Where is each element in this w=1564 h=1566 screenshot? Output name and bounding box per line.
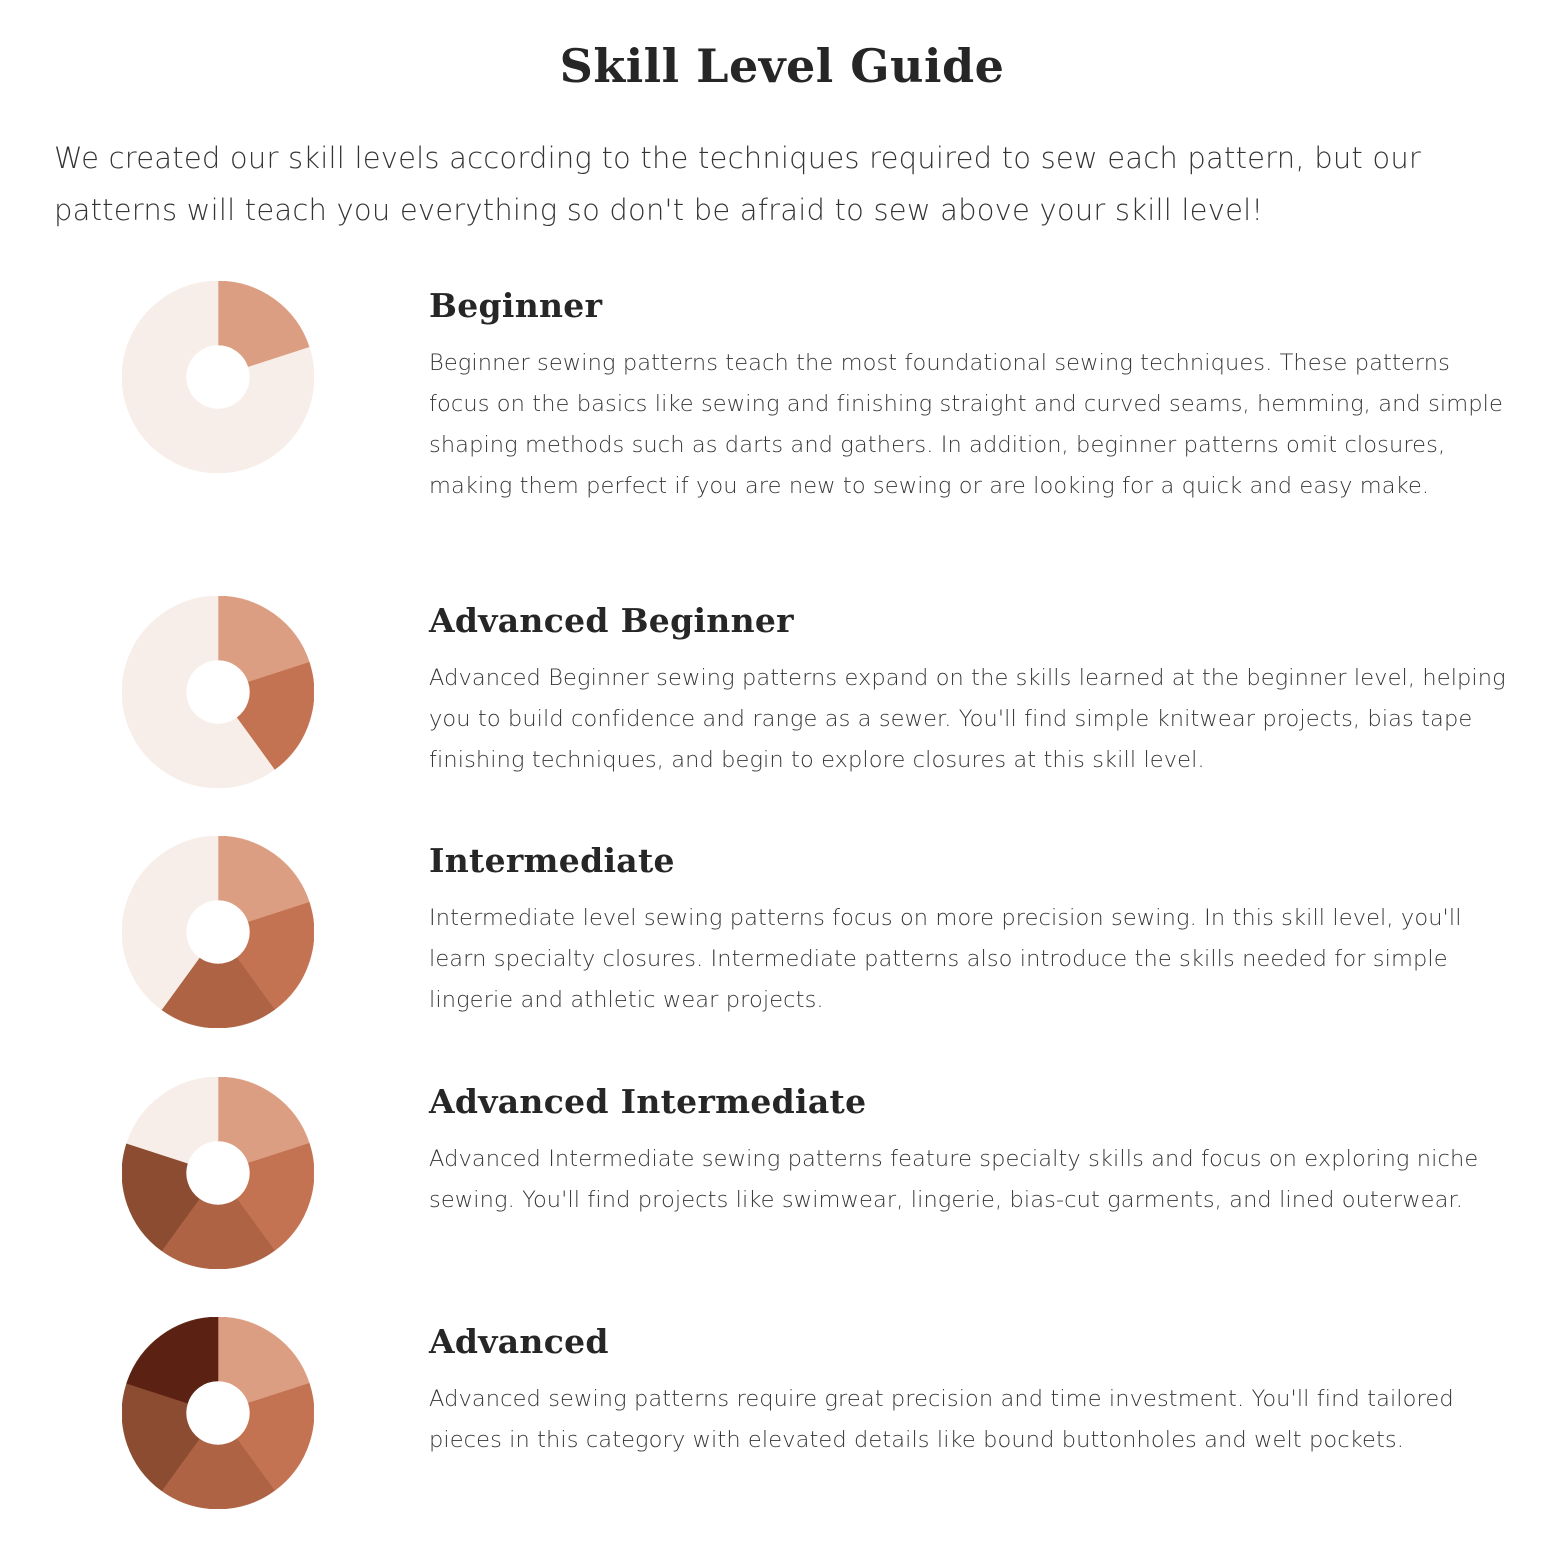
skill-level-description: Advanced Intermediate sewing patterns feature specialty skills and focus on exploring niche sewing. You'll find projects like swimwear, lingerie, bias-cut garments, and lined outerwear.	[429, 1146, 1479, 1213]
page-title: Skill Level Guide	[559, 39, 1005, 93]
skill-donut-chart	[122, 1077, 314, 1269]
skill-donut-chart	[122, 281, 314, 473]
skill-donut-chart	[122, 836, 314, 1028]
skill-level-description: Advanced sewing patterns require great precision and time investment. You'll find tailored pieces in this category with elevated details like bound buttonholes and welt pockets.	[429, 1386, 1454, 1453]
skill-level-description: Beginner sewing patterns teach the most foundational sewing techniques. These patterns focus on the basics like sewing and finishing straight and curved seams, hemming, and simple shaping methods such as darts and gathers. In addition, beginner patterns omit closures, making them perfect if you are new to sewing or are looking for a quick and easy make.	[429, 350, 1503, 499]
skill-level-title: Intermediate	[429, 841, 675, 880]
skill-level-description: Advanced Beginner sewing patterns expand on the skills learned at the beginner level, helping you to build confidence and range as a sewer. You'll find simple knitwear projects, bias tape finishing techniques, and begin to explore closures at this skill level.	[429, 665, 1506, 773]
skill-level-title: Advanced Intermediate	[429, 1082, 867, 1121]
skill-level-title: Advanced Beginner	[429, 601, 794, 640]
skill-donut-chart	[122, 1317, 314, 1509]
intro-text: We created our skill levels according to the techniques required to sew each pattern, but our patterns will teach you everything so don't be afraid to sew above your skill level!	[54, 141, 1422, 227]
skill-level-description: Intermediate level sewing patterns focus on more precision sewing. In this skill level, you'll learn specialty closures. Intermediate patterns also introduce the skills needed for simple lingerie and athletic wear projects.	[429, 905, 1462, 1013]
skill-level-title: Beginner	[429, 286, 603, 325]
skill-level-title: Advanced	[429, 1322, 609, 1361]
skill-donut-chart	[122, 596, 314, 788]
